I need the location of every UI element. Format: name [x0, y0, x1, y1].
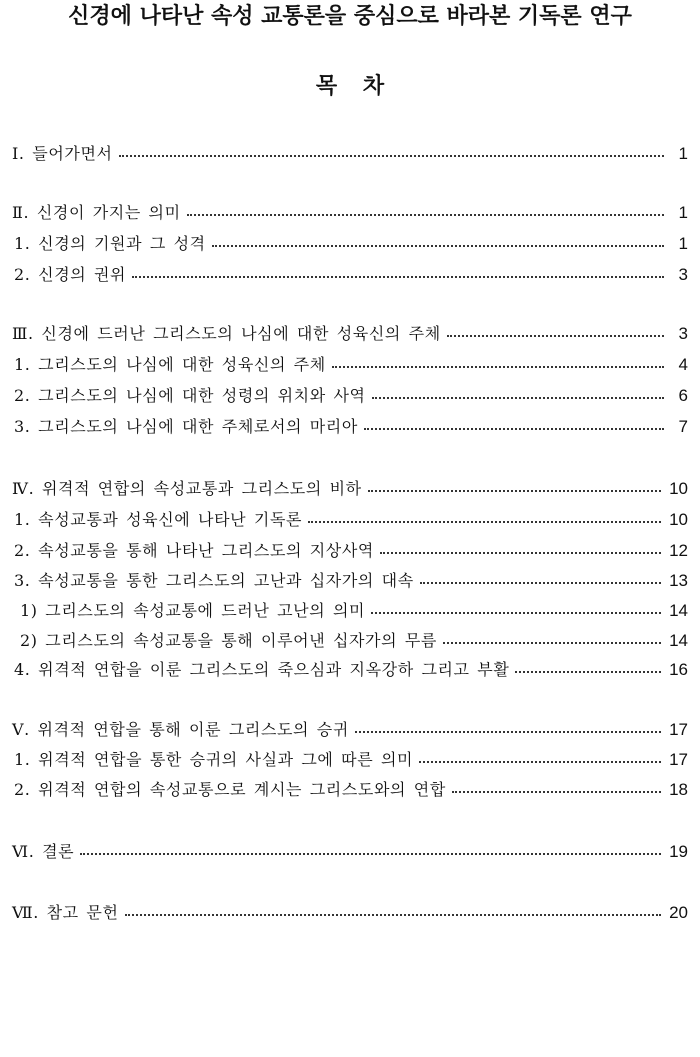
document-title: 신경에 나타난 속성 교통론을 중심으로 바라본 기독론 연구 — [68, 4, 632, 29]
toc-entry-subsection — [20, 628, 688, 654]
dot-leader — [515, 671, 661, 673]
toc-entry-title: 4. 위격적 연합을 이룬 그리스도의 죽으심과 지옥강하 그리고 부활 — [14, 660, 510, 679]
dot-leader — [125, 914, 662, 916]
toc-entry-title: 1. 그리스도의 나심에 대한 성육신의 주체 — [14, 355, 326, 374]
toc-entry-section — [14, 657, 688, 683]
toc-entry-chapter-2 — [12, 200, 688, 226]
toc-entry-title: 2. 위격적 연합의 속성교통으로 계시는 그리스도와의 연합 — [14, 780, 446, 799]
toc-page-number: 1 — [678, 144, 688, 163]
toc-page-number: 14 — [669, 601, 688, 620]
toc-entry-section — [14, 414, 688, 440]
toc-entry-chapter-6 — [12, 839, 688, 865]
dot-leader — [452, 791, 661, 793]
toc-entry-title: 1) 그리스도의 속성교통에 드러난 고난의 의미 — [20, 601, 366, 620]
toc-page-number: 10 — [669, 510, 688, 529]
toc-page-number: 4 — [678, 355, 688, 374]
toc-entry-title: 2. 속성교통을 통해 나타난 그리스도의 지상사역 — [14, 541, 374, 560]
toc-page-number: 13 — [669, 571, 688, 590]
toc-entry-section — [14, 262, 688, 288]
toc-entry-section — [14, 538, 688, 564]
dot-leader — [308, 521, 661, 523]
toc-page-number: 16 — [669, 660, 688, 679]
toc-entry-subsection — [20, 598, 688, 624]
toc-entry-section — [14, 507, 688, 533]
toc-entry-chapter-4 — [12, 476, 688, 502]
dot-leader — [355, 731, 661, 733]
dot-leader — [371, 612, 661, 614]
toc-entry-title: Ⅳ. 위격적 연합의 속성교통과 그리스도의 비하 — [12, 479, 362, 498]
toc-entry-title: Ⅲ. 신경에 드러난 그리스도의 나심에 대한 성육신의 주체 — [12, 324, 441, 343]
dot-leader — [364, 428, 664, 430]
toc-entry-chapter-7 — [12, 900, 688, 926]
dot-leader — [419, 761, 661, 763]
toc-page-number: 20 — [669, 903, 688, 922]
toc-entry-section — [14, 231, 688, 257]
toc-entry-chapter-1 — [12, 141, 688, 167]
dot-leader — [132, 276, 664, 278]
toc-entry-title: 1. 위격적 연합을 통한 승귀의 사실과 그에 따른 의미 — [14, 750, 414, 769]
dot-leader — [372, 397, 664, 399]
toc-page-number: 6 — [678, 386, 688, 405]
toc-entry-section — [14, 352, 688, 378]
toc-page-number: 14 — [669, 631, 688, 650]
toc-entry-title: Ⅱ. 신경이 가지는 의미 — [12, 203, 181, 222]
toc-entry-chapter-3 — [12, 321, 688, 347]
dot-leader — [380, 552, 661, 554]
dot-leader — [420, 582, 661, 584]
toc-page-number: 3 — [678, 265, 688, 284]
toc-entry-title: 2) 그리스도의 속성교통을 통해 이루어낸 십자가의 무름 — [20, 631, 437, 650]
toc-entry-title: 1. 속성교통과 성육신에 나타난 기독론 — [14, 510, 303, 529]
toc-page-number: 18 — [669, 780, 688, 799]
toc-entry-section — [14, 383, 688, 409]
toc-entry-section — [14, 568, 688, 594]
dot-leader — [368, 490, 661, 492]
toc-entry-title: 1. 신경의 기원과 그 성격 — [14, 234, 206, 253]
toc-page-number: 1 — [678, 203, 688, 222]
toc-page-number: 17 — [669, 720, 688, 739]
toc-page-number: 17 — [669, 750, 688, 769]
toc-entry-title: 3. 그리스도의 나심에 대한 주체로서의 마리아 — [14, 417, 358, 436]
toc-entry-title: 3. 속성교통을 통한 그리스도의 고난과 십자가의 대속 — [14, 571, 414, 590]
toc-entry-section — [14, 777, 688, 803]
dot-leader — [80, 853, 661, 855]
toc-entry-title: 2. 신경의 권위 — [14, 265, 127, 284]
toc-page-number: 1 — [678, 234, 688, 253]
dot-leader — [119, 155, 664, 157]
dot-leader — [447, 335, 664, 337]
toc-page-number: 10 — [669, 479, 688, 498]
toc-entry-title: Ⅶ. 참고 문헌 — [12, 903, 119, 922]
toc-entry-section — [14, 747, 688, 773]
dot-leader — [187, 214, 664, 216]
toc-entry-title: Ⅵ. 결론 — [12, 842, 75, 861]
toc-entry-title: Ⅰ. 들어가면서 — [12, 144, 113, 163]
toc-page-number: 7 — [678, 417, 688, 436]
toc-heading: 목 차 — [315, 74, 385, 99]
dot-leader — [212, 245, 664, 247]
toc-entry-chapter-5 — [12, 717, 688, 743]
toc-entry-title: Ⅴ. 위격적 연합을 통해 이룬 그리스도의 승귀 — [12, 720, 349, 739]
dot-leader — [443, 642, 661, 644]
dot-leader — [332, 366, 664, 368]
toc-page-number: 12 — [669, 541, 688, 560]
toc-page-number: 3 — [678, 324, 688, 343]
toc-page-number: 19 — [669, 842, 688, 861]
toc-entry-title: 2. 그리스도의 나심에 대한 성령의 위치와 사역 — [14, 386, 366, 405]
